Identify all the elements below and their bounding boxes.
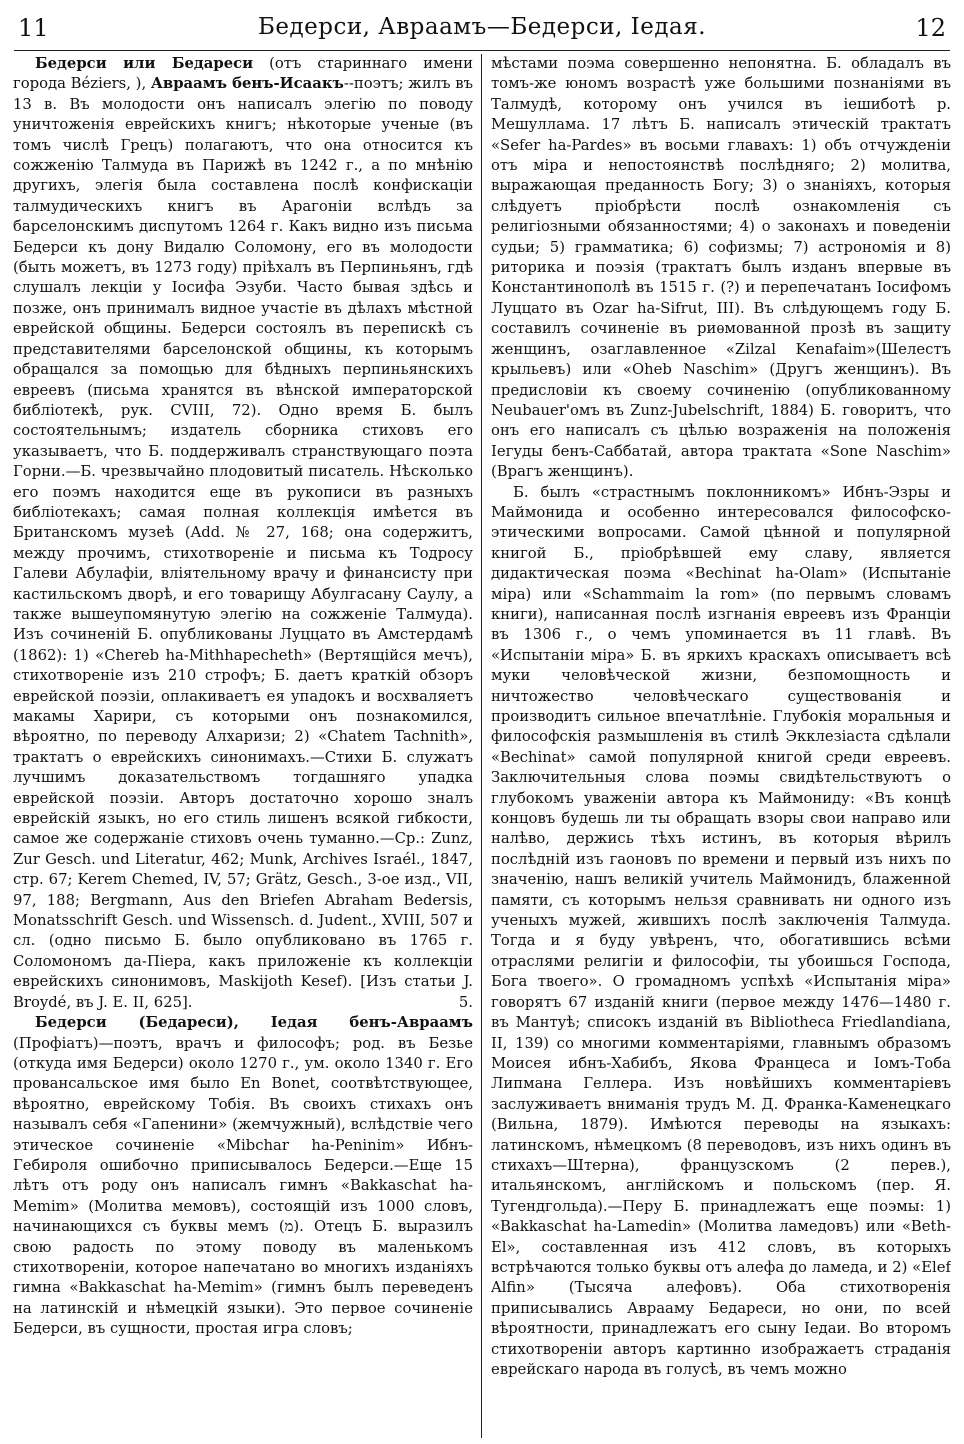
left-column [13, 54, 473, 1438]
column-divider [481, 54, 482, 1438]
paragraph: мѣстами поэма совершенно непонятна. Б. обладалъ въ томъ-же юномъ возрастѣ уже большими познаніями въ Талмудѣ, которому онъ учился въ іешиботѣ р. Мешуллама. 17 лѣтъ Б. написалъ этическій трактатъ «Sefer ha-Pardes» въ восьми главахъ: 1) объ отчужденіи отъ міра и непостоянствѣ послѣдняго; 2) молитва, выражающая преданность Богу; 3) о знаніяхъ, которыя слѣдуетъ пріобрѣсти послѣ ознакомленія съ религіозными обязанностями; 4) о законахъ и поведеніи судьи; 5) грамматика; 6) софизмы; 7) астрономія и 8) риторика и поэзія (трактатъ былъ изданъ впервые въ Константинополѣ въ 1515 г. (?) и перепечатанъ Іосифомъ Луццато въ Ozar ha-Sifrut, III). Въ слѣдующемъ году Б. составилъ сочиненіе въ риѳмованной прозѣ въ защиту женщинъ, озаглавленное «Zilzal Kenafaim»(Шелестъ крыльевъ) или «Oheb Naschim» (Другъ женщинъ). Въ предисловіи къ своему сочиненію (опубликованному Neubauer'омъ въ Zunz-Jubelschrift, 1884) Б. говоритъ, что онъ его написалъ съ цѣлью возраженія на положенія Іегуды бенъ-Саббатай, автора трактата «Sone Naschim» (Врагъ женщинъ). [491, 55, 951, 481]
article-text: --поэтъ; жилъ въ 13 в. Въ молодости онъ написалъ элегію по поводу уничтоженія еврейскихъ книгъ; нѣкоторые ученые (въ томъ числѣ Грецъ) полагаютъ, что она относится къ сожженію Талмуда въ Парижѣ въ 1242 г., а по мнѣнію другихъ, элегія была составлена послѣ конфискаціи талмудическихъ книгъ въ Арагоніи вслѣдъ за барселонскимъ диспутомъ 1264 г. Какъ видно изъ письма Бедерси къ дону Видалю Соломону, его въ молодости (быть можетъ, въ 1273 году) пріѣхалъ въ Перпиньянъ, гдѣ слушалъ лекціи у Іосифа Эзуби. Часто бывая здѣсь и позже, онъ принималъ видное участіе въ дѣлахъ мѣстной еврейской общины. Бедерси состоялъ въ перепискѣ съ представителями барселонской общины, къ которымъ обращался за помощью для бѣдныхъ перпиньянскихъ евреевъ (письма хранятся въ вѣнской императорской библіотекѣ, рук. CVIII, 72). Одно время Б. былъ состоятельнымъ; издатель сборника стиховъ его указываетъ, что Б. поддерживалъ странствующаго поэта Горни.—Б. чрезвычайно плодовитый писатель. Нѣсколько его поэмъ находится еще въ рукописи въ разныхъ библіотекахъ; самая полная коллекція имѣется въ Британскомъ музеѣ (Add. № 27, 168; она содержитъ, между прочимъ, стихотвореніе и письма къ Тодросу Галеви Абулафіи, вліятельному врачу и финансисту при кастильскомъ дворѣ, и его товарищу Абулгасану Саулу, а также вышеупомянутую элегію на сожженіе Талмуда). Изъ сочиненій Б. опубликованы Луццато въ Амстердамѣ (1862): 1) «Chereb ha-Mithhapecheth» (Вертящійся мечъ), стихотвореніе изъ 210 строфъ; Б. даетъ краткій обзоръ еврейской поэзіи, оплакиваетъ ея упадокъ и восхваляетъ макамы Харири, съ которыми онъ познакомился, вѣроятно, по переводу Алхаризи; 2) «Chatem Tachnith», трактатъ о еврейскихъ синонимахъ.—Стихи Б. служатъ лучшимъ доказательствомъ тогдашняго упадка еврейской поэзіи. Авторъ достаточно хорошо зналъ еврейскій языкъ, но его стиль лишенъ всякой гибкости, самое же содержаніе стиховъ очень туманно.—Ср.: Zunz, Zur Gesch. und Literatur, 462; Munk, Archives Israél., 1847, стр. 67; Kerem Chemed, IV, 57; Grätz, Gesch., 3-ое изд., VII, 97, 188; Bergmann, Aus den Briefen Abraham Bedersis, Monatsschrift Gesch. und Wissensch. d. Judent., XVIII, 507 и сл. (одно письмо Б. было опубликовано въ 1765 г. Соломономъ да-Піера, какъ приложеніе къ коллекціи еврейскихъ синонимовъ, Maskijoth Kesef). [Изъ статьи J. Broydé, въ J. E. II, 625]. [13, 75, 473, 1011]
right-column [491, 54, 951, 1438]
article-headword: Бедерси (Бедареси), Іедая бенъ-Авраамъ [35, 1014, 473, 1032]
article-headword: Авраамъ бенъ-Исаакъ [150, 75, 344, 93]
article-text: (Профіатъ)—поэтъ, врачъ и философъ; род. въ Безье (откуда имя Бедерси) около 1270 г., ум. около 1340 г. Его провансальское имя было En Bonet, соотвѣтствующее, вѣроятно, еврейскому Тобія. Въ своихъ стихахъ онъ называлъ себя «Гапенини» (жемчужный), вслѣдствіе чего этическое сочиненіе «Mibchar ha-Peninim» Ибнъ-Гебироля ошибочно приписывалось Бедерси.—Еще 15 лѣтъ отъ роду онъ написалъ гимнъ «Bakkaschat ha-Memim» (Молитва мемовъ), состоящій изъ 1000 словъ, начинающихся съ буквы мемъ (מ). Отецъ Б. выразилъ свою радость по этому поводу въ маленькомъ стихотвореніи, которое напечатано во многихъ изданіяхъ гимна «Bakkaschat ha-Memim» (гимнъ былъ переведенъ на латинскій и нѣмецкій языки). Это первое сочиненіе Бедерси, въ сущности, простая игра словъ; [13, 1034, 473, 1338]
article-text: (отъ стариннаго имени города Béziers, ), [13, 55, 473, 93]
page-header [14, 8, 950, 51]
paragraph: Б. былъ «страстнымъ поклонникомъ» Ибнъ-Эзры и Маймонида и особенно интересовался философско-этическими вопросами. Самой цѣнной и популярной книгой Б., пріобрѣвшей ему славу, является дидактическая поэма «Bechinat ha-Olam» (Испытаніе міра) или «Schammaim la rom» (по первымъ словамъ книги), написанная послѣ изгнанія евреевъ изъ Франціи въ 1306 г., о чемъ упоминается въ 11 главѣ. Въ «Испытаніи міра» Б. въ яркихъ краскахъ описываетъ всѣ муки человѣческой жизни, безпомощность и ничтожество человѣческаго существованія и производитъ сильное впечатлѣніе. Глубокія моральныя и философскія размышленія въ стилѣ Экклезіаста сдѣлали «Bechinat» самой популярной книгой среди евреевъ. Заключительныя слова поэмы свидѣтельствуютъ о глубокомъ уваженіи автора къ Маймониду: «Въ концѣ концовъ будешь ли ты обращать взоры свои направо или налѣво, держись тѣхъ истинъ, въ которыя вѣрилъ послѣдній изъ гаоновъ по времени и первый изъ нихъ по значенію, нашъ великій учитель Маймонидъ, блаженной памяти, съ которымъ нельзя сравнивать ни одного изъ ученыхъ мужей, жившихъ послѣ заключенія Талмуда. Тогда и я буду увѣренъ, что, обогатившись всѣми отраслями религіи и философіи, ты убоишься Господа, Бога твоего». О громадномъ успѣхѣ «Испытанія міра» говорятъ 67 изданій книги (первое между 1476—1480 г. въ Мантуѣ; списокъ изданій въ Bibliotheca Friedlandiana, II, 139) со многими комментаріями, главнымъ образомъ Моисея ибнъ-Хабибъ, Якова Францеса и Іомъ-Тоба Липмана Геллера. Изъ новѣйшихъ комментаріевъ заслуживаетъ вниманія трудъ М. Д. Франка-Каменецкаго (Вильна, 1879). Имѣются переводы на языкахъ: латинскомъ, нѣмецкомъ (8 переводовъ, изъ нихъ одинъ въ стихахъ—Штерна), французскомъ (2 перев.), итальянскомъ, англійскомъ и польскомъ (пер. Я. Тугендгольда).—Перу Б. принадлежатъ еще поэмы: 1) «Bakkaschat ha-Lamedin» (Молитва ламедовъ) или «Beth-El», составленная изъ 412 словъ, въ которыхъ встрѣчаются только буквы отъ алефа до ламеда, и 2) «Elef Alfin» (Тысяча алефовъ). Оба стихотворенія приписывались Аврааму Бедареси, но они, по всей вѣроятности, принадлежатъ его сыну Іедаи. Во второмъ стихотвореніи авторъ картинно изображаетъ страданія еврейскаго народа въ голусѣ, въ чемъ можно [491, 483, 951, 1378]
article-bedersi-abraham [13, 54, 473, 1013]
page-number-left: 11 [18, 14, 49, 42]
article-bedersi-yedaya [13, 1013, 473, 1340]
article-headword: Бедерси или Бедареси [35, 55, 254, 72]
page-number-right: 12 [915, 14, 946, 42]
author-signature: 5. [458, 993, 473, 1011]
running-title: Бедерси, Авраамъ—Бедерси, Іедая. [257, 14, 707, 40]
